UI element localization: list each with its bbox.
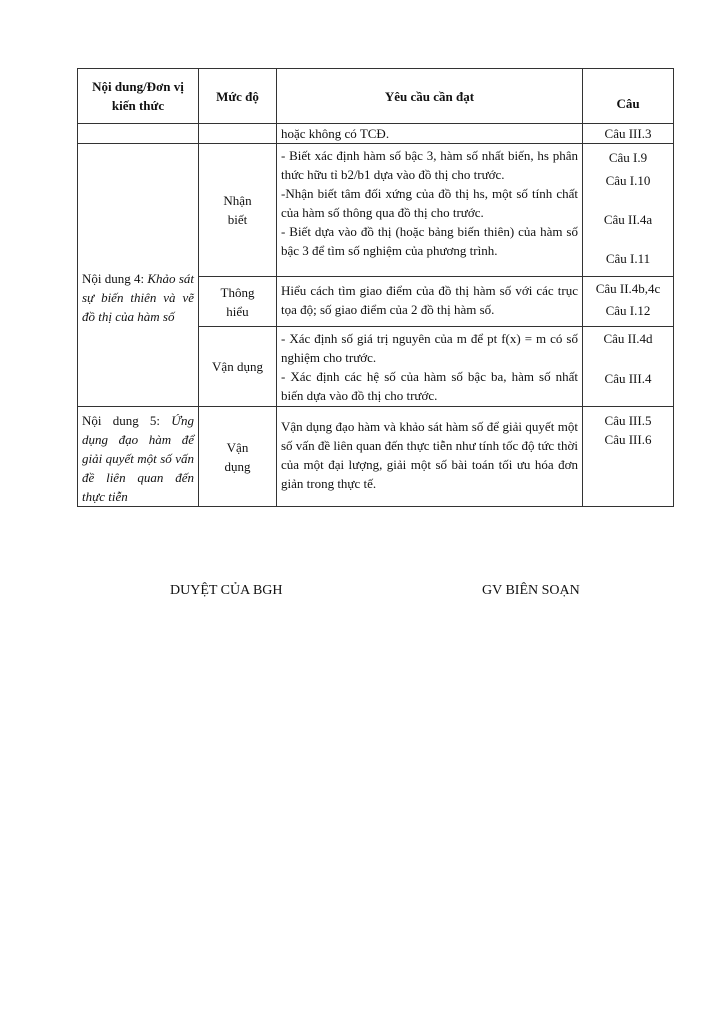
header-question: Câu (583, 69, 674, 124)
section-5-title: Nội dung 5: Ứng dụng đạo hàm để giải quyết một số vấn đề liên quan đến thực tiễn (78, 407, 199, 507)
table-row (78, 144, 674, 277)
level-nhan-biet: Nhận biết (199, 144, 277, 277)
question-cell: Câu II.4b,4c Câu I.12 (583, 277, 674, 327)
level-van-dung-5: Vận dụng (199, 407, 277, 507)
question-cell: Câu II.4d Câu III.4 (583, 327, 674, 407)
section-4-title: Nội dung 4: Khảo sát sự biến thiên và vẽ đồ thị của hàm số (78, 144, 199, 407)
header-level: Mức độ (199, 69, 277, 124)
requirement-cell: hoặc không có TCĐ. (277, 124, 583, 144)
question-cell: Câu III.3 (583, 124, 674, 144)
question-cell: Câu I.9 Câu I.10 Câu II.4a Câu I.11 (583, 144, 674, 277)
level-van-dung: Vận dụng (199, 327, 277, 407)
author-label: GV BIÊN SOẠN (482, 583, 580, 598)
requirement-cell: - Xác định số giá trị nguyên của m để pt f(x) = m có số nghiệm cho trước. - Xác định các hệ số của hàm số bậc ba, hàm số nhất biến dựa vào đồ thị cho trước. (277, 327, 583, 407)
requirement-cell: Hiểu cách tìm giao điểm của đồ thị hàm số với các trục tọa độ; số giao điểm của 2 đồ thị hàm số. (277, 277, 583, 327)
requirement-cell: - Biết xác định hàm số bậc 3, hàm số nhất biến, hs phân thức hữu tỉ b2/b1 dựa vào đồ thị cho trước. -Nhận biết tâm đối xứng của đồ thị hs, một số tính chất của hàm số thông qua đồ thị cho trước. - Biết dựa vào đồ thị (hoặc bảng biến thiên) của hàm số bậc 3 để tìm số nghiệm của phương trình. (277, 144, 583, 277)
question-cell: Câu III.5 Câu III.6 (583, 407, 674, 507)
header-requirement: Yêu cầu cần đạt (277, 69, 583, 124)
header-content: Nội dung/Đơn vị kiến thức (78, 69, 199, 124)
requirement-cell: Vận dụng đạo hàm và khảo sát hàm số để giải quyết một số vấn đề liên quan đến thực tiễn như tính tốc độ tức thời của một đại lượng, giải một số bài toán tối ưu hóa đơn giản trong thực tế. (277, 407, 583, 507)
table-header-row (78, 69, 674, 124)
table-row (78, 124, 674, 144)
table-row (78, 407, 674, 507)
level-thong-hieu: Thông hiểu (199, 277, 277, 327)
competency-matrix-table (77, 68, 674, 507)
approval-label: DUYỆT CỦA BGH (170, 583, 283, 598)
